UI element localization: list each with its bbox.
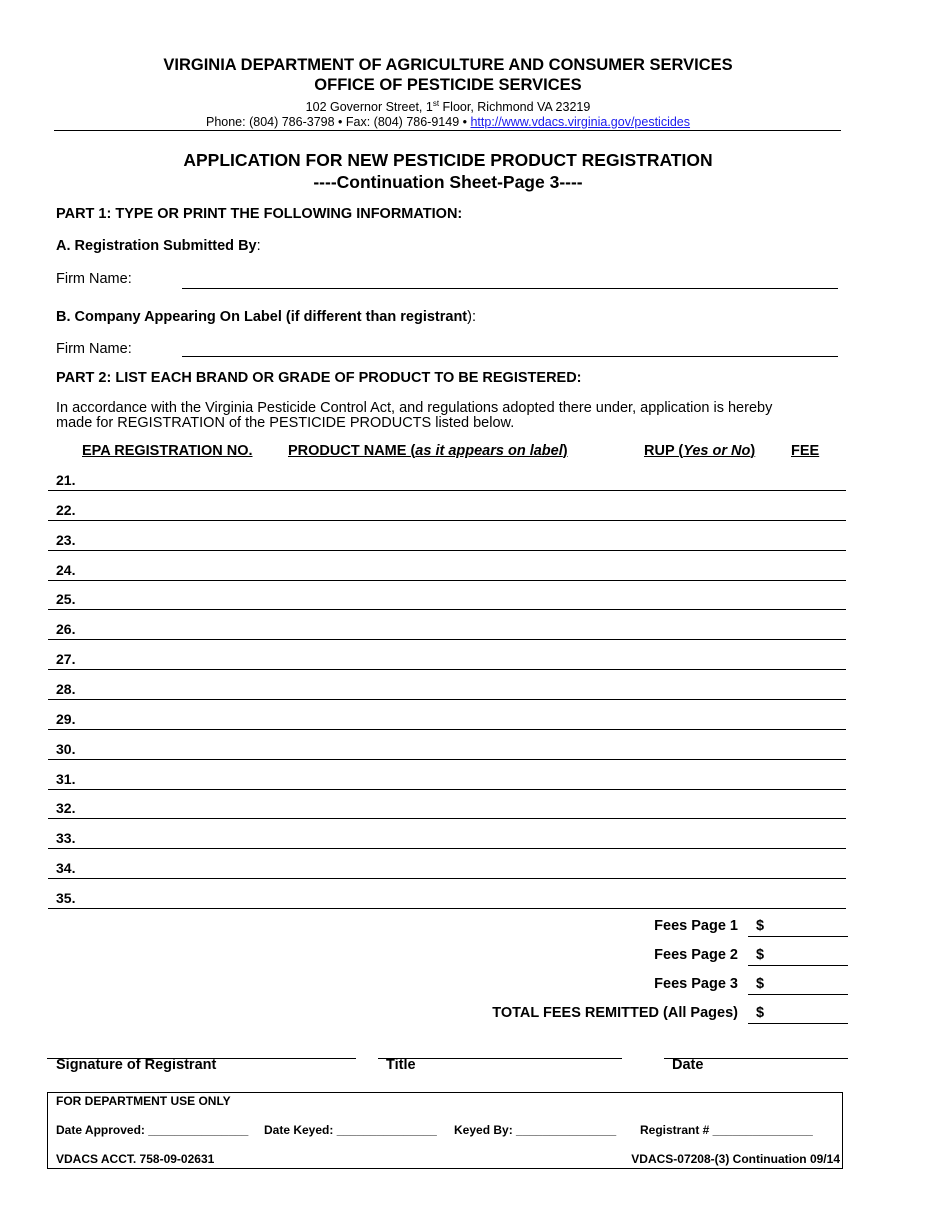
registrant-number: Registrant # _______________ [640, 1123, 813, 1137]
row-number: 34. [56, 860, 76, 877]
part1-heading: PART 1: TYPE OR PRINT THE FOLLOWING INFORMATION: [56, 206, 463, 222]
firm-name-field-b[interactable] [182, 356, 838, 357]
department-use-box [47, 1092, 843, 1169]
product-row[interactable] [48, 640, 846, 670]
row-number: 32. [56, 800, 76, 817]
fees-page1-label: Fees Page 1 [654, 918, 738, 934]
row-number: 24. [56, 561, 76, 578]
agency-name: VIRGINIA DEPARTMENT OF AGRICULTURE AND CONSUMER SERVICES [163, 56, 733, 74]
row-number: 31. [56, 770, 76, 787]
title-label: Title [386, 1057, 416, 1073]
product-row[interactable] [48, 491, 846, 521]
firm-name-label-b: Firm Name: [56, 341, 132, 357]
row-number: 26. [56, 621, 76, 638]
column-rup: RUP (Yes or No) [644, 443, 756, 459]
row-number: 27. [56, 651, 76, 668]
row-number: 29. [56, 710, 76, 727]
product-row[interactable] [48, 730, 846, 760]
product-row[interactable] [48, 610, 846, 640]
date-approved: Date Approved: _______________ [56, 1123, 249, 1137]
total-fees-field[interactable]: $ [748, 1005, 848, 1024]
fees-page2-field[interactable]: $ [748, 947, 848, 966]
intro-line-1: In accordance with the Virginia Pesticide Control Act, and regulations adopted there under, application is hereby [56, 400, 773, 416]
department-use-heading: FOR DEPARTMENT USE ONLY [56, 1094, 231, 1108]
office-name: OFFICE OF PESTICIDE SERVICES [314, 76, 582, 94]
contact-line [0, 115, 896, 129]
row-number: 22. [56, 501, 76, 518]
product-row[interactable] [48, 849, 846, 879]
row-number: 35. [56, 889, 76, 906]
signature-label: Signature of Registrant [56, 1057, 217, 1073]
product-row[interactable] [48, 789, 846, 819]
fees-page3-field[interactable]: $ [748, 976, 848, 995]
section-b-heading: B. Company Appearing On Label (if different than registrant): [56, 309, 476, 325]
date-label: Date [672, 1057, 704, 1073]
part2-heading: PART 2: LIST EACH BRAND OR GRADE OF PRODUCT TO BE REGISTERED: [56, 370, 582, 386]
product-row[interactable] [48, 819, 846, 849]
website-link[interactable]: http://www.vdacs.virginia.gov/pesticides [470, 115, 691, 129]
keyed-by: Keyed By: _______________ [454, 1123, 617, 1137]
product-row[interactable] [48, 521, 846, 551]
date-keyed: Date Keyed: _______________ [264, 1123, 437, 1137]
product-row[interactable] [48, 700, 846, 730]
form-title: APPLICATION FOR NEW PESTICIDE PRODUCT REGISTRATION [183, 150, 713, 170]
row-number: 23. [56, 531, 76, 548]
header-divider [54, 130, 841, 131]
row-number: 25. [56, 591, 76, 608]
product-row[interactable] [48, 461, 846, 491]
total-fees-label: TOTAL FEES REMITTED (All Pages) [492, 1005, 738, 1021]
product-row[interactable] [48, 551, 846, 581]
form-subtitle: ----Continuation Sheet-Page 3---- [313, 172, 583, 192]
phone-fax: Phone: (804) 786-3798 • Fax: (804) 786-9149 • [205, 115, 471, 129]
row-number: 33. [56, 830, 76, 847]
product-row[interactable] [48, 670, 846, 700]
product-row[interactable] [48, 580, 846, 610]
form-identifier: VDACS-07208-(3) Continuation 09/14 [631, 1152, 840, 1166]
intro-line-2: made for REGISTRATION of the PESTICIDE PRODUCTS listed below. [56, 415, 515, 431]
product-row[interactable] [48, 760, 846, 790]
vdacs-account: VDACS ACCT. 758-09-02631 [56, 1152, 215, 1166]
row-number: 30. [56, 740, 76, 757]
fees-page1-field[interactable]: $ [748, 918, 848, 937]
fees-page3-label: Fees Page 3 [654, 976, 738, 992]
column-epa-registration: EPA REGISTRATION NO. [82, 443, 253, 459]
firm-name-label-a: Firm Name: [56, 271, 132, 287]
address: 102 Governor Street, 1st Floor, Richmond VA 23219 [305, 99, 591, 115]
row-number: 21. [56, 472, 76, 488]
column-fee: FEE [791, 443, 820, 459]
firm-name-field-a[interactable] [182, 288, 838, 289]
section-a-heading: A. Registration Submitted By: [56, 238, 261, 254]
product-row[interactable] [48, 879, 846, 909]
row-number: 28. [56, 680, 76, 697]
column-product-name: PRODUCT NAME (as it appears on label) [288, 443, 568, 459]
fees-page2-label: Fees Page 2 [654, 947, 738, 963]
